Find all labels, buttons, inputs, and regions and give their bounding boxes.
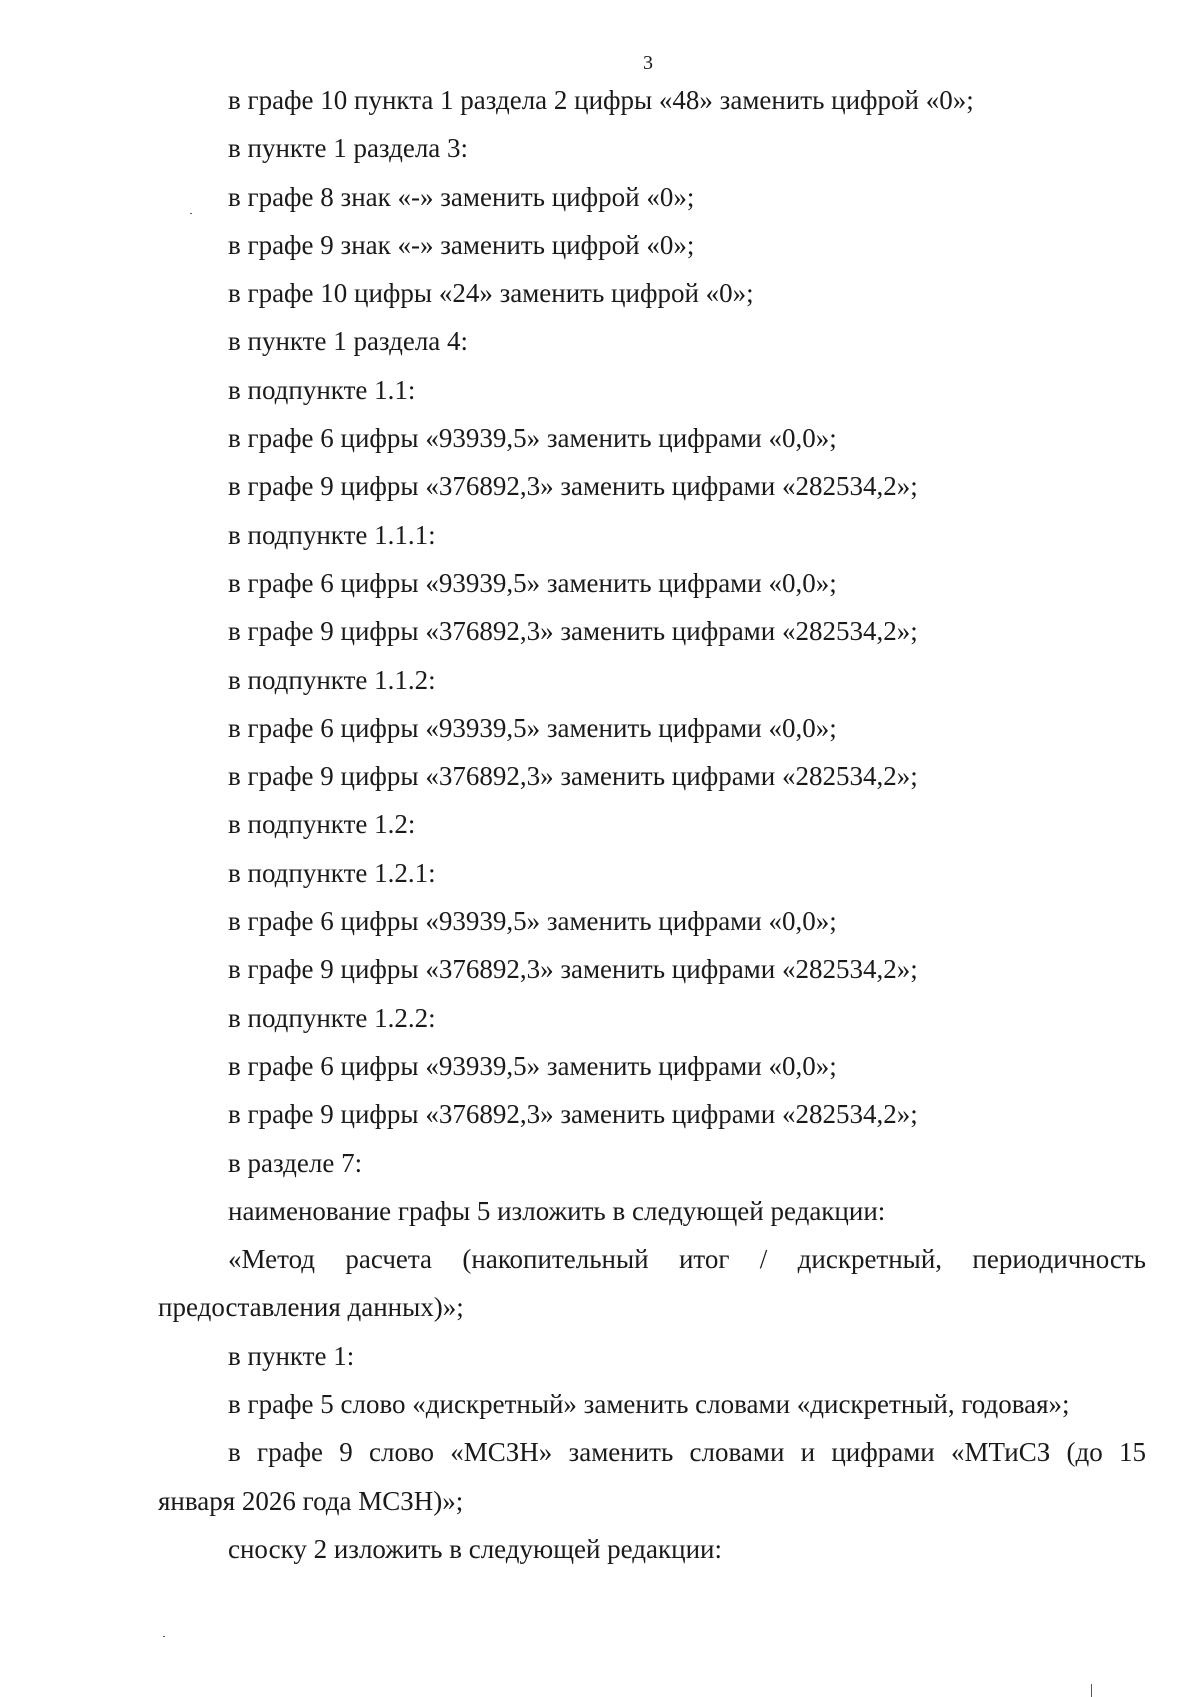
text-line: января 2026 года МСЗН)»;: [158, 1485, 464, 1516]
text-line: в графе 9 цифры «376892,3» заменить цифрами «282534,2»;: [228, 761, 918, 792]
text-line: сноску 2 изложить в следующей редакции:: [228, 1533, 722, 1564]
text-line: в графе 9 цифры «376892,3» заменить цифрами «282534,2»;: [228, 954, 918, 985]
text-line: в графе 8 знак «-» заменить цифрой «0»;: [228, 181, 695, 212]
text-line: предоставления данных)»;: [158, 1292, 464, 1323]
text-line: в графе 9 слово «МСЗН» заменить словами и цифрами «МТиСЗ (до 15: [228, 1437, 1146, 1468]
text-line: в графе 6 цифры «93939,5» заменить цифрами «0,0»;: [228, 567, 837, 598]
text-line: в подпункте 1.2.2:: [228, 1002, 436, 1033]
text-line: в графе 6 цифры «93939,5» заменить цифрами «0,0»;: [228, 1050, 837, 1081]
scan-speck: [163, 1636, 165, 1637]
text-line: в подпункте 1.2:: [228, 809, 416, 840]
text-line: в разделе 7:: [228, 1147, 363, 1178]
text-line: в пункте 1:: [228, 1340, 355, 1371]
page-number: 3: [643, 52, 653, 74]
text-line: в пункте 1 раздела 4:: [228, 326, 469, 357]
text-line: в подпункте 1.1:: [228, 374, 416, 405]
text-line: в подпункте 1.2.1:: [228, 857, 436, 888]
text-line: наименование графы 5 изложить в следующей редакции:: [228, 1195, 886, 1226]
scan-edge-mark: [1091, 1684, 1092, 1697]
text-line: «Метод расчета (накопительный итог / дискретный, периодичность: [228, 1244, 1146, 1275]
text-line: в графе 6 цифры «93939,5» заменить цифрами «0,0»;: [228, 423, 837, 454]
scan-speck: [190, 213, 192, 214]
text-line: в графе 9 знак «-» заменить цифрой «0»;: [228, 229, 695, 260]
text-line: в графе 5 слово «дискретный» заменить словами «дискретный, годовая»;: [228, 1389, 1070, 1420]
text-line: в графе 10 пункта 1 раздела 2 цифры «48» заменить цифрой «0»;: [228, 85, 974, 115]
text-line: в графе 9 цифры «376892,3» заменить цифрами «282534,2»;: [228, 616, 918, 647]
text-line: в графе 10 цифры «24» заменить цифрой «0»;: [228, 278, 754, 309]
document-body: [158, 76, 1146, 1573]
text-line: в графе 6 цифры «93939,5» заменить цифрами «0,0»;: [228, 712, 837, 743]
text-line: в подпункте 1.1.1:: [228, 519, 436, 550]
text-line: в графе 6 цифры «93939,5» заменить цифрами «0,0»;: [228, 906, 837, 937]
text-line: в графе 9 цифры «376892,3» заменить цифрами «282534,2»;: [228, 471, 918, 502]
text-line: в графе 9 цифры «376892,3» заменить цифрами «282534,2»;: [228, 1099, 918, 1130]
text-line: в подпункте 1.1.2:: [228, 664, 436, 695]
text-line: в пункте 1 раздела 3:: [228, 133, 469, 164]
